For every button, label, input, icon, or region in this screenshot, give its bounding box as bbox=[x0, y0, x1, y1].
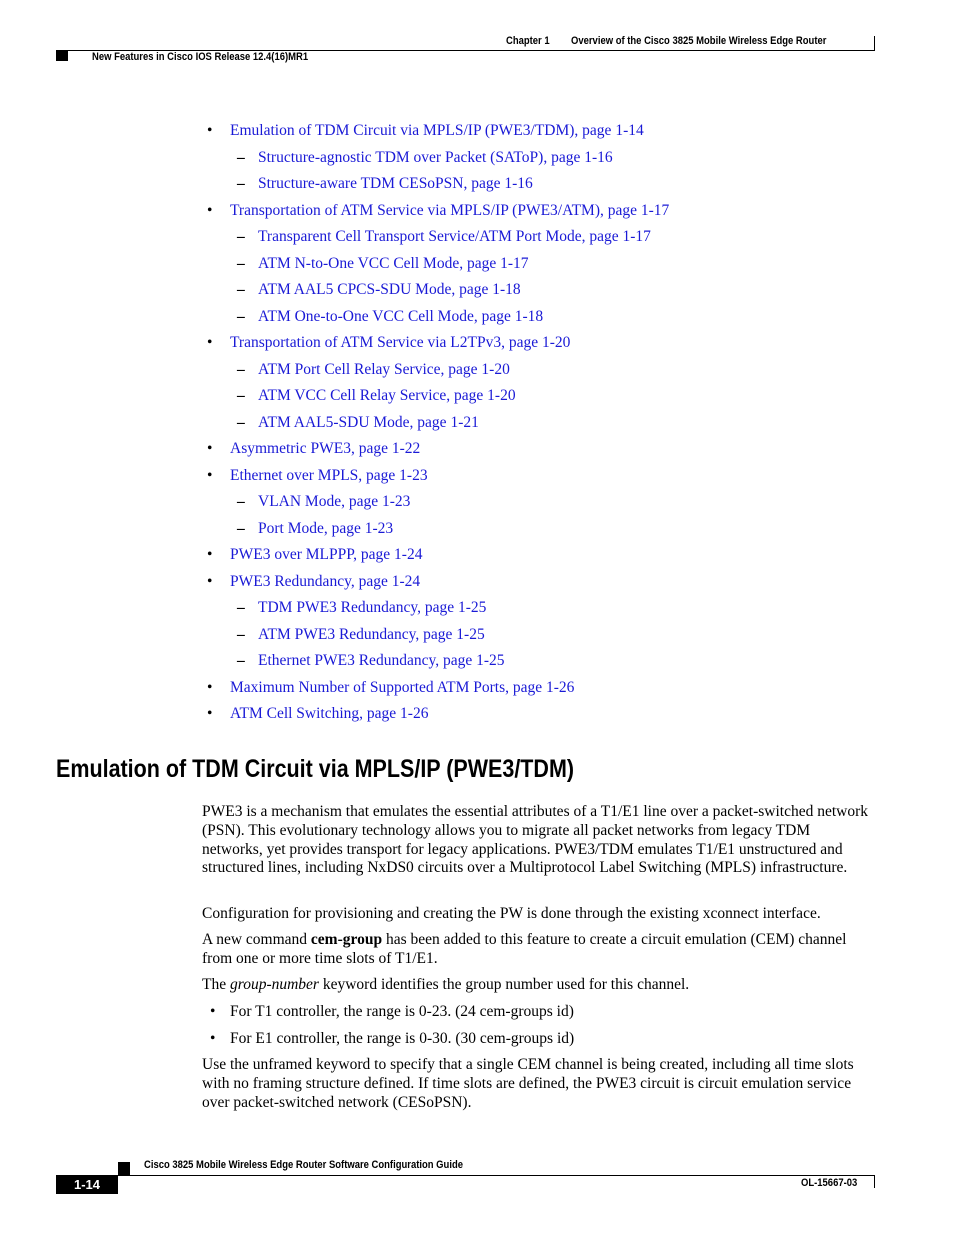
toc-link[interactable]: Transportation of ATM Service via MPLS/IP (PWE3/ATM), page 1-17 bbox=[230, 201, 670, 219]
bullet-dot: • bbox=[210, 1030, 216, 1047]
toc-sublink[interactable]: ATM Port Cell Relay Service, page 1-20 bbox=[258, 360, 510, 378]
footer-marker-block bbox=[118, 1162, 130, 1175]
body-paragraph-3 bbox=[202, 931, 874, 969]
toc-sublink[interactable]: ATM VCC Cell Relay Service, page 1-20 bbox=[258, 387, 516, 404]
header-chapter: Chapter 1 bbox=[506, 35, 550, 47]
dash-marker: – bbox=[237, 148, 245, 166]
body-paragraph-5: Use the unframed keyword to specify that a single CEM channel is being created, including all time slots with no framing structure defined. If time slots are defined, the PWE3 circuit is circuit emulation service over packet-switched network (CESoPSN). bbox=[202, 1056, 854, 1111]
toc-sublink[interactable]: Structure-agnostic TDM over Packet (SAToP), page 1-16 bbox=[258, 148, 613, 166]
bullet-dot: • bbox=[207, 334, 213, 351]
p4-text-post: keyword identifies the group number used for this channel. bbox=[318, 976, 690, 993]
footer-rule bbox=[118, 1175, 875, 1176]
dash-marker: – bbox=[237, 652, 245, 669]
dash-marker: – bbox=[237, 413, 245, 431]
bullet-dot: • bbox=[207, 572, 213, 590]
bullet-dot: • bbox=[207, 546, 213, 563]
footer-rule-tick bbox=[874, 1175, 875, 1188]
toc-sublink[interactable]: ATM One-to-One VCC Cell Mode, page 1-18 bbox=[258, 307, 544, 325]
toc-link[interactable]: Emulation of TDM Circuit via MPLS/IP (PWE3/TDM), page 1-14 bbox=[230, 122, 644, 139]
bullet-dot: • bbox=[207, 705, 213, 722]
toc-link[interactable]: PWE3 Redundancy, page 1-24 bbox=[230, 572, 421, 590]
dash-marker: – bbox=[237, 254, 245, 272]
toc-sublink[interactable]: ATM AAL5 CPCS-SDU Mode, page 1-18 bbox=[258, 281, 521, 298]
toc-link[interactable]: Transportation of ATM Service via L2TPv3, page 1-20 bbox=[230, 334, 571, 351]
body-paragraph-1: PWE3 is a mechanism that emulates the essential attributes of a T1/E1 line over a packet-switched network (PSN). This evolutionary technology allows you to migrate all packet networks from legacy TDM networks, yet provides transport for legacy applications. PWE3/TDM emulates T1/E1 unstructured and structured lines, including NxDS0 circuits over a Multiprotocol Label Switching (MPLS) infrastructure. bbox=[202, 803, 869, 877]
section-heading: Emulation of TDM Circuit via MPLS/IP (PWE3/TDM) bbox=[56, 755, 575, 783]
body-paragraph-4 bbox=[202, 976, 874, 995]
bullet-dot: • bbox=[210, 1003, 216, 1020]
header-rule-tick bbox=[874, 36, 875, 50]
bullet-dot: • bbox=[207, 201, 213, 219]
command-cem-group: cem-group bbox=[310, 931, 383, 948]
toc-sublink[interactable]: ATM N-to-One VCC Cell Mode, page 1-17 bbox=[258, 254, 529, 272]
toc-link[interactable]: Asymmetric PWE3, page 1-22 bbox=[230, 440, 421, 457]
bullet-dot: • bbox=[207, 440, 213, 457]
body-bullet-t1: For T1 controller, the range is 0-23. (24 cem-groups id) bbox=[230, 1003, 574, 1020]
footer-page-number: 1-14 bbox=[56, 1175, 118, 1194]
keyword-group-number: group-number bbox=[229, 976, 319, 993]
dash-marker: – bbox=[237, 599, 245, 616]
dash-marker: – bbox=[237, 519, 245, 537]
dash-marker: – bbox=[237, 360, 245, 378]
dash-marker: – bbox=[237, 281, 245, 298]
toc-sublink[interactable]: Structure-aware TDM CESoPSN, page 1-16 bbox=[258, 175, 533, 192]
footer-doc-id: OL-15667-03 bbox=[801, 1177, 858, 1189]
dash-marker: – bbox=[237, 493, 245, 510]
toc-sublink[interactable]: ATM PWE3 Redundancy, page 1-25 bbox=[258, 625, 485, 643]
dash-marker: – bbox=[237, 307, 245, 325]
toc-link[interactable]: PWE3 over MLPPP, page 1-24 bbox=[230, 546, 423, 563]
bullet-dot: • bbox=[207, 678, 213, 696]
toc-sublink[interactable]: TDM PWE3 Redundancy, page 1-25 bbox=[258, 599, 487, 616]
p3-text-pre: A new command bbox=[202, 931, 311, 948]
toc-sublink[interactable]: Ethernet PWE3 Redundancy, page 1-25 bbox=[258, 652, 505, 669]
body-paragraph-2: Configuration for provisioning and creating the PW is done through the existing xconnect interface. bbox=[202, 905, 821, 922]
toc-sublink[interactable]: VLAN Mode, page 1-23 bbox=[258, 493, 411, 510]
footer-guide-title: Cisco 3825 Mobile Wireless Edge Router Software Configuration Guide bbox=[144, 1159, 463, 1171]
toc-sublink[interactable]: ATM AAL5-SDU Mode, page 1-21 bbox=[258, 413, 479, 431]
toc-link[interactable]: Ethernet over MPLS, page 1-23 bbox=[230, 466, 428, 484]
p4-text-pre: The bbox=[202, 976, 230, 993]
header-marker-block bbox=[56, 50, 68, 61]
header-section: New Features in Cisco IOS Release 12.4(16)MR1 bbox=[92, 51, 309, 63]
dash-marker: – bbox=[237, 625, 245, 643]
bullet-dot: • bbox=[207, 122, 213, 139]
toc-link[interactable]: Maximum Number of Supported ATM Ports, page 1-26 bbox=[230, 678, 575, 696]
dash-marker: – bbox=[237, 228, 245, 245]
toc-sublink[interactable]: Transparent Cell Transport Service/ATM Port Mode, page 1-17 bbox=[258, 228, 651, 245]
dash-marker: – bbox=[237, 175, 245, 192]
header-chapter-title: Overview of the Cisco 3825 Mobile Wireless Edge Router bbox=[571, 35, 827, 47]
toc-link[interactable]: ATM Cell Switching, page 1-26 bbox=[230, 705, 429, 722]
p3-text-post: has been added to this feature to create a circuit emulation (CEM) channel from one or more time slots of T1/E1. bbox=[202, 931, 847, 967]
dash-marker: – bbox=[237, 387, 245, 404]
bullet-dot: • bbox=[207, 466, 213, 484]
body-bullet-e1: For E1 controller, the range is 0-30. (30 cem-groups id) bbox=[230, 1030, 575, 1047]
toc-sublink[interactable]: Port Mode, page 1-23 bbox=[258, 519, 394, 537]
